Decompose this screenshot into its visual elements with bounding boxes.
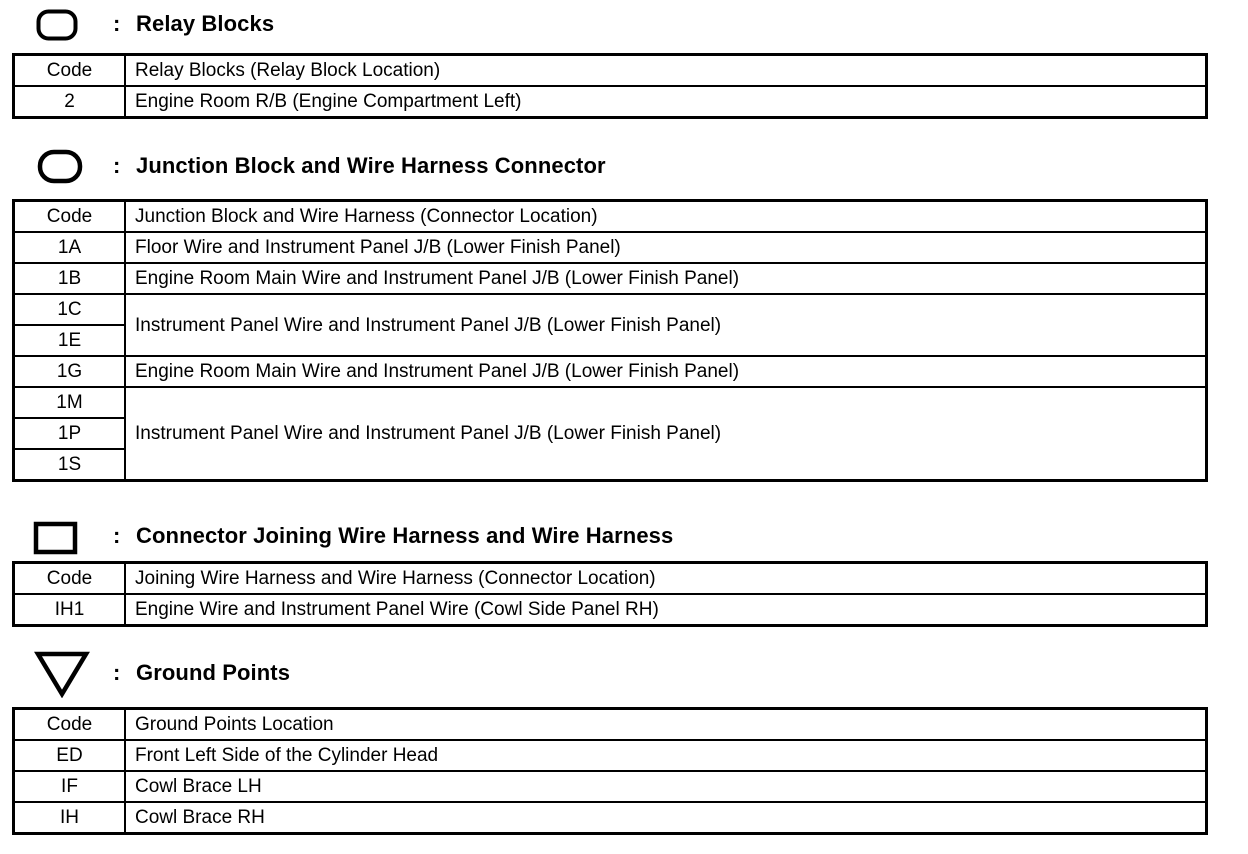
code-cell: 1E xyxy=(14,325,126,356)
code-cell: ED xyxy=(14,740,126,771)
ground-points-table xyxy=(12,707,1208,835)
location-cell: Engine Wire and Instrument Panel Wire (Cowl Side Panel RH) xyxy=(125,594,1207,626)
code-cell: 2 xyxy=(14,86,126,118)
table-header-row xyxy=(14,55,1207,87)
junction-block-table xyxy=(12,199,1208,482)
code-cell: 1M xyxy=(14,387,126,418)
connector-table xyxy=(12,561,1208,627)
location-header: Ground Points Location xyxy=(125,709,1207,741)
table-row xyxy=(14,263,1207,294)
location-header: Junction Block and Wire Harness (Connector Location) xyxy=(125,201,1207,233)
table-row xyxy=(14,86,1207,118)
location-cell: Engine Room R/B (Engine Compartment Left) xyxy=(125,86,1207,118)
heading-colon: : xyxy=(113,523,121,548)
oval-icon xyxy=(37,149,85,185)
relay-blocks-table xyxy=(12,53,1208,119)
code-cell: IF xyxy=(14,771,126,802)
location-cell: Engine Room Main Wire and Instrument Panel J/B (Lower Finish Panel) xyxy=(125,263,1207,294)
table-row xyxy=(14,802,1207,834)
location-cell: Instrument Panel Wire and Instrument Panel J/B (Lower Finish Panel) xyxy=(125,294,1207,356)
table-header-row xyxy=(14,709,1207,741)
section-title: Ground Points xyxy=(136,660,291,685)
heading-colon: : xyxy=(113,660,121,685)
triangle-down-icon xyxy=(34,650,90,698)
code-cell: IH xyxy=(14,802,126,834)
table-row xyxy=(14,294,1207,325)
rounded-square-icon xyxy=(36,9,78,41)
section-relay-blocks-heading xyxy=(0,4,1248,44)
location-cell: Instrument Panel Wire and Instrument Panel J/B (Lower Finish Panel) xyxy=(125,387,1207,481)
table-row xyxy=(14,387,1207,418)
table-row xyxy=(14,740,1207,771)
location-header: Joining Wire Harness and Wire Harness (Connector Location) xyxy=(125,563,1207,595)
table-row xyxy=(14,232,1207,263)
location-header: Relay Blocks (Relay Block Location) xyxy=(125,55,1207,87)
table-header-row xyxy=(14,563,1207,595)
code-cell: 1B xyxy=(14,263,126,294)
location-cell: Front Left Side of the Cylinder Head xyxy=(125,740,1207,771)
table-row xyxy=(14,356,1207,387)
table-row xyxy=(14,594,1207,626)
code-header: Code xyxy=(14,709,126,741)
code-cell: 1S xyxy=(14,449,126,481)
code-cell: 1P xyxy=(14,418,126,449)
location-cell: Floor Wire and Instrument Panel J/B (Lower Finish Panel) xyxy=(125,232,1207,263)
section-title: Junction Block and Wire Harness Connector xyxy=(136,153,606,178)
rectangle-icon xyxy=(33,521,79,555)
code-cell: IH1 xyxy=(14,594,126,626)
code-cell: 1G xyxy=(14,356,126,387)
heading-colon: : xyxy=(113,153,121,178)
section-title: Connector Joining Wire Harness and Wire Harness xyxy=(136,523,674,548)
code-header: Code xyxy=(14,201,126,233)
section-connector-heading xyxy=(0,516,1248,556)
table-header-row xyxy=(14,201,1207,233)
table-row xyxy=(14,771,1207,802)
location-cell: Cowl Brace RH xyxy=(125,802,1207,834)
section-junction-block-heading xyxy=(0,146,1248,186)
code-header: Code xyxy=(14,55,126,87)
location-cell: Cowl Brace LH xyxy=(125,771,1207,802)
location-cell: Engine Room Main Wire and Instrument Panel J/B (Lower Finish Panel) xyxy=(125,356,1207,387)
code-cell: 1A xyxy=(14,232,126,263)
code-cell: 1C xyxy=(14,294,126,325)
section-title: Relay Blocks xyxy=(136,11,275,36)
heading-colon: : xyxy=(113,11,121,36)
section-ground-points-heading xyxy=(0,650,1248,690)
code-header: Code xyxy=(14,563,126,595)
